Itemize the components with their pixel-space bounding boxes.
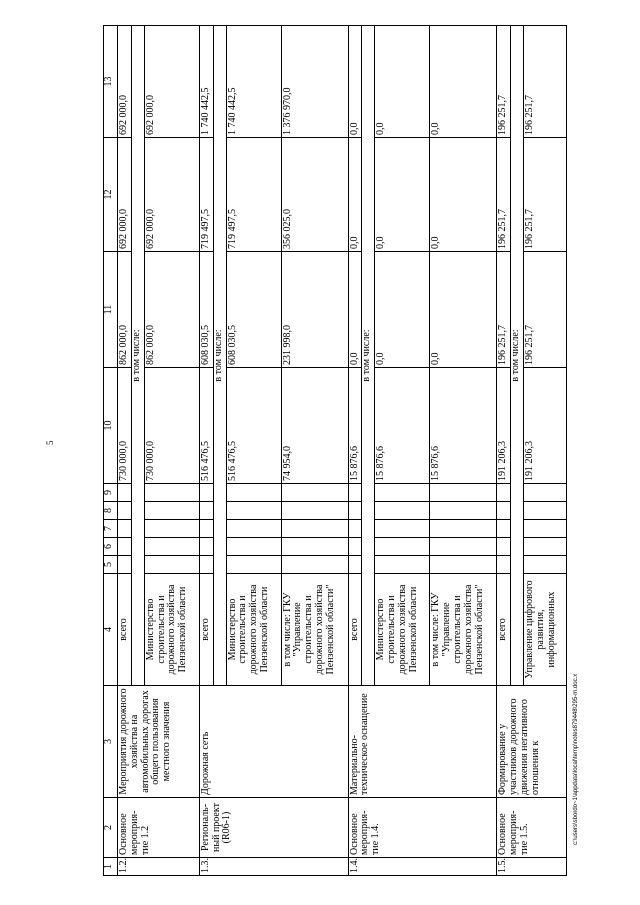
value-cell: 862 000,0 xyxy=(118,252,132,368)
value-cell: 356 025,0 xyxy=(281,138,348,252)
value-cell: 1 740 442,5 xyxy=(226,26,281,138)
row-number: 1.2. xyxy=(118,858,200,876)
value-cell: 692 000,0 xyxy=(144,26,199,138)
header-cell: 2 xyxy=(104,798,118,858)
row-name: Дорожная сеть xyxy=(199,686,348,798)
header-cell: 12 xyxy=(104,138,118,252)
sub-executor-label: в том числе: ГКУ "Управление строительства и дорожного хозяйства Пензенской области" xyxy=(281,574,348,686)
value-cell: 191 206,3 xyxy=(524,368,567,484)
value-cell: 730 000,0 xyxy=(144,368,199,484)
value-cell: 0,0 xyxy=(348,26,362,138)
value-cell: 0,0 xyxy=(348,252,362,368)
row-type: Основное мероприя-тие 1.2 xyxy=(118,798,200,858)
row-number: 1.3. xyxy=(199,858,348,876)
value-cell: 0,0 xyxy=(348,138,362,252)
value-cell: 15 876,6 xyxy=(375,368,430,484)
value-cell: 196 251,7 xyxy=(524,138,567,252)
value-cell: 719 497,5 xyxy=(199,138,213,252)
header-cell: 10 xyxy=(104,368,118,484)
value-cell: 15 876,6 xyxy=(430,368,497,484)
value-cell: 196 251,7 xyxy=(524,26,567,138)
row-number: 1.5. xyxy=(497,858,567,876)
value-cell: 1 740 442,5 xyxy=(199,26,213,138)
header-cell: 13 xyxy=(104,26,118,138)
table-row xyxy=(118,26,132,876)
in-total-label: в том числе: xyxy=(511,26,524,686)
executor-label: Управление цифрового развития, информационных xyxy=(524,574,567,686)
value-cell: 15 876,6 xyxy=(348,368,362,484)
value-cell: 196 251,7 xyxy=(497,138,511,252)
value-cell: 0,0 xyxy=(375,252,430,368)
in-total-label: в том числе: xyxy=(131,26,144,686)
value-cell: 516 476,5 xyxy=(226,368,281,484)
row-type: Основное мероприя-тие 1.4. xyxy=(348,798,497,858)
header-cell: 7 xyxy=(104,520,118,538)
value-cell: 1 376 970,0 xyxy=(281,26,348,138)
value-cell: 196 251,7 xyxy=(524,252,567,368)
header-cell: 11 xyxy=(104,252,118,368)
table-row xyxy=(199,26,213,876)
executor-label: Министерство строительства и дорожного хозяйства Пензенской области xyxy=(226,574,281,686)
header-cell: 4 xyxy=(104,574,118,686)
value-cell: 0,0 xyxy=(430,26,497,138)
value-cell: 191 206,3 xyxy=(497,368,511,484)
row-name: Материально-техническое оснащение xyxy=(348,686,497,798)
value-cell: 608 030,5 xyxy=(226,252,281,368)
executor-label: Министерство строительства и дорожного хозяйства Пензенской области xyxy=(144,574,199,686)
value-cell: 608 030,5 xyxy=(199,252,213,368)
header-cell: 3 xyxy=(104,686,118,798)
value-cell: 692 000,0 xyxy=(144,138,199,252)
total-label: всего xyxy=(199,574,213,686)
value-cell: 516 476,5 xyxy=(199,368,213,484)
header-cell: 8 xyxy=(104,502,118,520)
row-type: Основное мероприя-тие 1.5. xyxy=(497,798,567,858)
value-cell: 196 251,7 xyxy=(497,26,511,138)
row-name: Мероприятия дорожного хозяйства на автомобильных дорогах общего пользования местного значения xyxy=(118,686,200,798)
header-row xyxy=(104,26,118,876)
in-total-label: в том числе: xyxy=(362,26,375,686)
total-label: всего xyxy=(118,574,132,686)
footer-file-path: c:\users\sbordo~1\appdata\local\temp\notes879448\295-m.doc.x xyxy=(573,673,579,845)
row-number: 1.4. xyxy=(348,858,497,876)
value-cell: 692 000,0 xyxy=(118,26,132,138)
header-cell: 6 xyxy=(104,538,118,556)
value-cell: 0,0 xyxy=(430,138,497,252)
sub-executor-label: в том числе: ГКУ "Управление строительства и дорожного хозяйства Пензенской области" xyxy=(430,574,497,686)
value-cell: 862 000,0 xyxy=(144,252,199,368)
total-label: всего xyxy=(497,574,511,686)
rotated-table-container xyxy=(103,26,623,876)
header-cell: 1 xyxy=(104,858,118,876)
value-cell: 0,0 xyxy=(375,138,430,252)
value-cell: 74 954,0 xyxy=(281,368,348,484)
total-label: всего xyxy=(348,574,362,686)
program-table xyxy=(103,25,567,876)
table-row xyxy=(497,26,511,876)
header-cell: 5 xyxy=(104,556,118,574)
value-cell: 692 000,0 xyxy=(118,138,132,252)
value-cell: 719 497,5 xyxy=(226,138,281,252)
page-number: 5 xyxy=(45,440,55,445)
value-cell: 231 998,0 xyxy=(281,252,348,368)
in-total-label: в том числе: xyxy=(213,26,226,686)
row-name: Формирование у участников дорожного движения негативного отношения к xyxy=(497,686,567,798)
executor-label: Министерство строительства и дорожного хозяйства Пензенской области xyxy=(375,574,430,686)
row-type: Региональ-ный проект (R06-1) xyxy=(199,798,348,858)
value-cell: 196 251,7 xyxy=(497,252,511,368)
table-row xyxy=(348,26,362,876)
value-cell: 0,0 xyxy=(430,252,497,368)
value-cell: 730 000,0 xyxy=(118,368,132,484)
value-cell: 0,0 xyxy=(375,26,430,138)
header-cell: 9 xyxy=(104,484,118,502)
